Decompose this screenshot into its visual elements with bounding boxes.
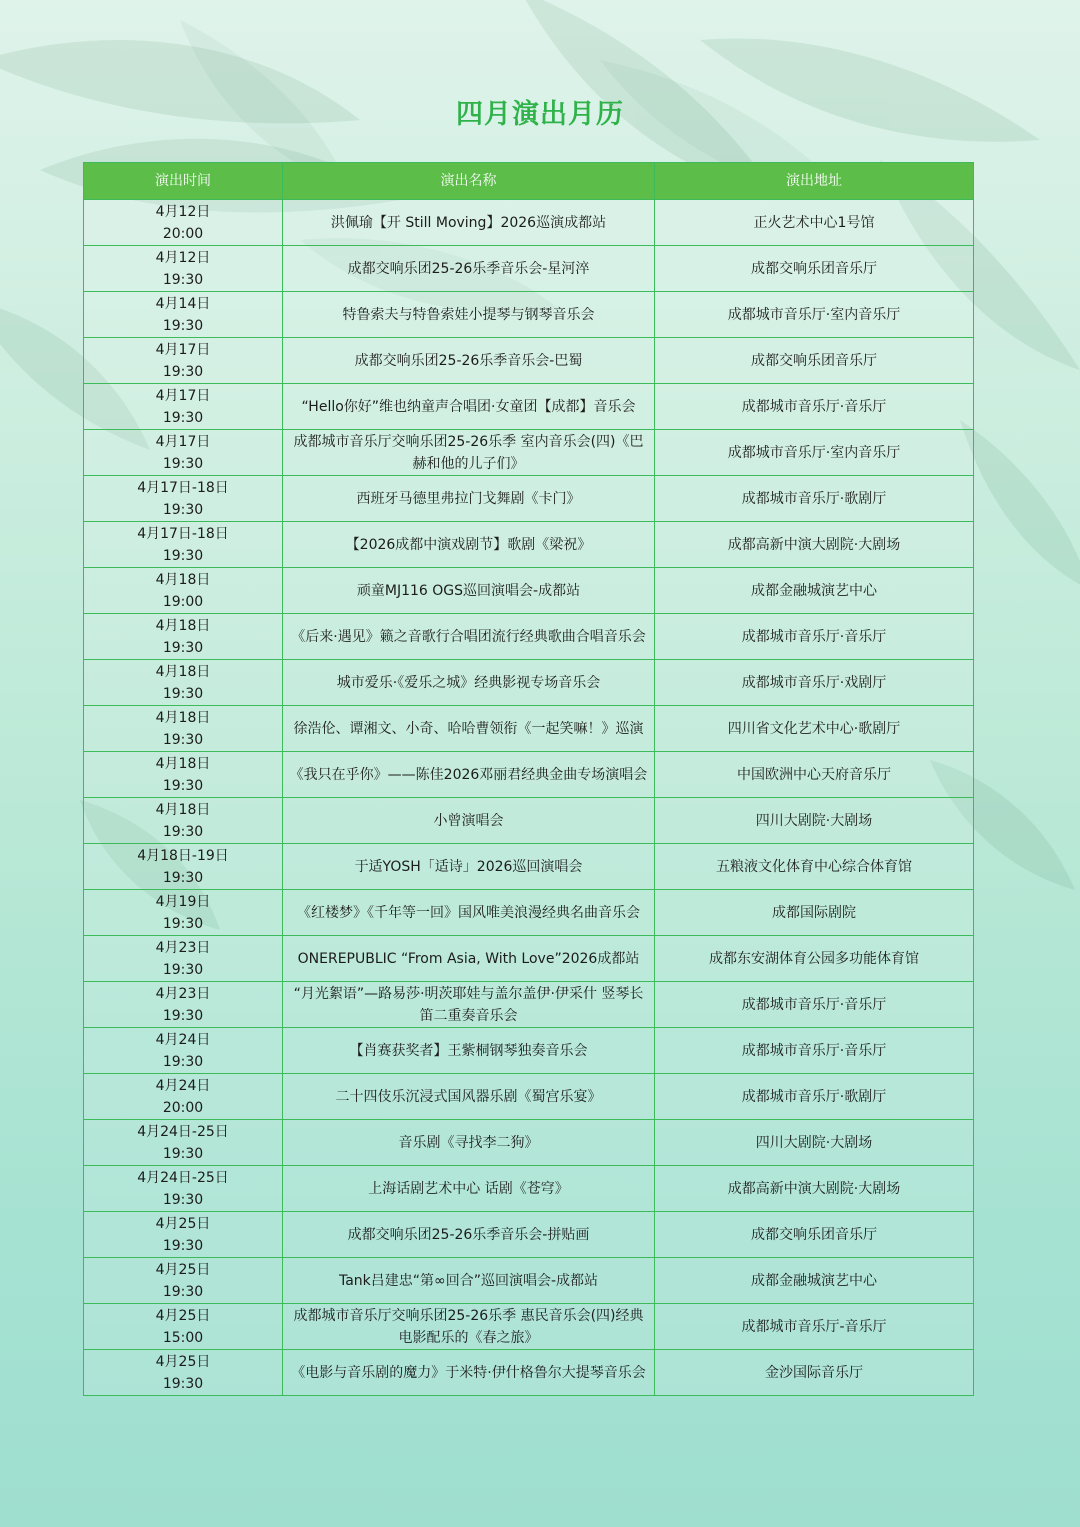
- date-text: 4月18日: [155, 802, 211, 818]
- venue-cell: 成都城市音乐厅·歌剧厅: [655, 1074, 974, 1120]
- date-text: 4月18日: [155, 756, 211, 772]
- time-cell: [84, 522, 283, 568]
- time-cell: [84, 338, 283, 384]
- table-row: [84, 338, 974, 384]
- date-text: 4月18日: [155, 572, 211, 588]
- time-cell: [84, 292, 283, 338]
- table-row: [84, 936, 974, 982]
- performance-schedule-table: [83, 162, 974, 1396]
- name-cell: 成都城市音乐厅交响乐团25-26乐季 室内音乐会(四)《巴赫和他的儿子们》: [283, 430, 655, 476]
- time-cell: [84, 1074, 283, 1120]
- name-cell: 《电影与音乐剧的魔力》于米特·伊什格鲁尔大提琴音乐会: [283, 1350, 655, 1396]
- name-cell: 上海话剧艺术中心 话剧《苍穹》: [283, 1166, 655, 1212]
- table-row: [84, 430, 974, 476]
- hour-text: 19:30: [162, 1146, 204, 1162]
- hour-text: 19:30: [162, 502, 204, 518]
- time-cell: [84, 1350, 283, 1396]
- date-text: 4月24日-25日: [137, 1170, 229, 1186]
- venue-cell: 成都高新中演大剧院·大剧场: [655, 522, 974, 568]
- name-cell: “月光絮语”—路易莎·明茨耶娃与盖尔盖伊·伊采什 竖琴长笛二重奏音乐会: [283, 982, 655, 1028]
- hour-text: 19:30: [162, 732, 204, 748]
- table-row: [84, 1074, 974, 1120]
- time-cell: [84, 200, 283, 246]
- table-row: [84, 522, 974, 568]
- date-text: 4月24日: [155, 1078, 211, 1094]
- time-cell: [84, 476, 283, 522]
- name-cell: 音乐剧《寻找李二狗》: [283, 1120, 655, 1166]
- name-cell: 徐浩伦、谭湘文、小奇、哈哈曹领衔《一起笑嘛！》巡演: [283, 706, 655, 752]
- venue-cell: 成都交响乐团音乐厅: [655, 338, 974, 384]
- table-row: [84, 798, 974, 844]
- venue-cell: 成都交响乐团音乐厅: [655, 246, 974, 292]
- name-cell: 顽童MJ116 OGS巡回演唱会-成都站: [283, 568, 655, 614]
- date-text: 4月25日: [155, 1354, 211, 1370]
- time-cell: [84, 798, 283, 844]
- date-text: 4月14日: [155, 296, 211, 312]
- name-cell: 二十四伎乐沉浸式国风器乐剧《蜀宫乐宴》: [283, 1074, 655, 1120]
- time-cell: [84, 1304, 283, 1350]
- date-text: 4月17日: [155, 434, 211, 450]
- name-cell: 《红楼梦》《千年等一回》国风唯美浪漫经典名曲音乐会: [283, 890, 655, 936]
- table-row: [84, 1258, 974, 1304]
- venue-cell: 金沙国际音乐厅: [655, 1350, 974, 1396]
- table-row: [84, 752, 974, 798]
- table-row: [84, 1028, 974, 1074]
- table-header-row: [84, 163, 974, 200]
- date-text: 4月12日: [155, 204, 211, 220]
- venue-cell: 成都城市音乐厅·音乐厅: [655, 614, 974, 660]
- name-cell: 成都交响乐团25-26乐季音乐会-星河淬: [283, 246, 655, 292]
- hour-text: 19:30: [162, 686, 204, 702]
- venue-cell: 成都城市音乐厅·室内音乐厅: [655, 292, 974, 338]
- venue-cell: 四川省文化艺术中心·歌剧厅: [655, 706, 974, 752]
- hour-text: 19:30: [162, 1376, 204, 1392]
- date-text: 4月17日-18日: [137, 526, 229, 542]
- table-row: [84, 982, 974, 1028]
- name-cell: 成都交响乐团25-26乐季音乐会-巴蜀: [283, 338, 655, 384]
- hour-text: 19:30: [162, 1238, 204, 1254]
- venue-cell: 成都城市音乐厅·音乐厅: [655, 1028, 974, 1074]
- hour-text: 20:00: [162, 226, 204, 242]
- name-cell: Tank吕建忠“第∞回合”巡回演唱会-成都站: [283, 1258, 655, 1304]
- hour-text: 19:30: [162, 916, 204, 932]
- date-text: 4月18日: [155, 664, 211, 680]
- time-cell: [84, 752, 283, 798]
- venue-cell: 中国欧洲中心天府音乐厅: [655, 752, 974, 798]
- hour-text: 19:30: [162, 640, 204, 656]
- table-row: [84, 292, 974, 338]
- table-row: [84, 890, 974, 936]
- table-row: [84, 476, 974, 522]
- header-venue: 演出地址: [655, 163, 974, 200]
- table-row: [84, 706, 974, 752]
- venue-cell: 成都城市音乐厅·音乐厅: [655, 384, 974, 430]
- venue-cell: 成都城市音乐厅·歌剧厅: [655, 476, 974, 522]
- venue-cell: 成都城市音乐厅·室内音乐厅: [655, 430, 974, 476]
- time-cell: [84, 1028, 283, 1074]
- venue-cell: 成都城市音乐厅-音乐厅: [655, 1304, 974, 1350]
- date-text: 4月25日: [155, 1262, 211, 1278]
- table-row: [84, 844, 974, 890]
- table-row: [84, 568, 974, 614]
- venue-cell: 成都交响乐团音乐厅: [655, 1212, 974, 1258]
- hour-text: 19:30: [162, 318, 204, 334]
- name-cell: 西班牙马德里弗拉门戈舞剧《卡门》: [283, 476, 655, 522]
- hour-text: 19:30: [162, 1192, 204, 1208]
- hour-text: 19:30: [162, 870, 204, 886]
- date-text: 4月17日-18日: [137, 480, 229, 496]
- time-cell: [84, 1258, 283, 1304]
- date-text: 4月18日-19日: [137, 848, 229, 864]
- hour-text: 20:00: [162, 1100, 204, 1116]
- time-cell: [84, 614, 283, 660]
- date-text: 4月17日: [155, 342, 211, 358]
- hour-text: 19:30: [162, 272, 204, 288]
- table-row: [84, 614, 974, 660]
- hour-text: 19:30: [162, 410, 204, 426]
- date-text: 4月24日: [155, 1032, 211, 1048]
- hour-text: 19:30: [162, 962, 204, 978]
- venue-cell: 成都城市音乐厅·音乐厅: [655, 982, 974, 1028]
- date-text: 4月18日: [155, 710, 211, 726]
- name-cell: 城市爱乐·《爱乐之城》经典影视专场音乐会: [283, 660, 655, 706]
- hour-text: 19:00: [162, 594, 204, 610]
- time-cell: [84, 1212, 283, 1258]
- time-cell: [84, 706, 283, 752]
- time-cell: [84, 982, 283, 1028]
- time-cell: [84, 1120, 283, 1166]
- table-row: [84, 1166, 974, 1212]
- time-cell: [84, 430, 283, 476]
- date-text: 4月12日: [155, 250, 211, 266]
- time-cell: [84, 844, 283, 890]
- venue-cell: 成都高新中演大剧院·大剧场: [655, 1166, 974, 1212]
- name-cell: “Hello你好”维也纳童声合唱团·女童团【成都】音乐会: [283, 384, 655, 430]
- venue-cell: 成都城市音乐厅·戏剧厅: [655, 660, 974, 706]
- time-cell: [84, 568, 283, 614]
- hour-text: 15:00: [162, 1330, 204, 1346]
- time-cell: [84, 936, 283, 982]
- table-row: [84, 660, 974, 706]
- name-cell: 【2026成都中演戏剧节】歌剧《梁祝》: [283, 522, 655, 568]
- name-cell: ONEREPUBLIC “From Asia, With Love”2026成都站: [283, 936, 655, 982]
- name-cell: 于适YOSH「适诗」2026巡回演唱会: [283, 844, 655, 890]
- hour-text: 19:30: [162, 364, 204, 380]
- table-row: [84, 1304, 974, 1350]
- venue-cell: 正火艺术中心1号馆: [655, 200, 974, 246]
- venue-cell: 四川大剧院·大剧场: [655, 798, 974, 844]
- name-cell: 《我只在乎你》——陈佳2026邓丽君经典金曲专场演唱会: [283, 752, 655, 798]
- table-row: [84, 1350, 974, 1396]
- venue-cell: 四川大剧院·大剧场: [655, 1120, 974, 1166]
- date-text: 4月25日: [155, 1216, 211, 1232]
- date-text: 4月25日: [155, 1308, 211, 1324]
- name-cell: 《后来·遇见》籁之音歌行合唱团流行经典歌曲合唱音乐会: [283, 614, 655, 660]
- name-cell: 成都交响乐团25-26乐季音乐会-拼贴画: [283, 1212, 655, 1258]
- venue-cell: 成都金融城演艺中心: [655, 1258, 974, 1304]
- date-text: 4月17日: [155, 388, 211, 404]
- hour-text: 19:30: [162, 456, 204, 472]
- header-name: 演出名称: [283, 163, 655, 200]
- table-row: [84, 246, 974, 292]
- name-cell: 小曾演唱会: [283, 798, 655, 844]
- date-text: 4月24日-25日: [137, 1124, 229, 1140]
- name-cell: 洪佩瑜【开 Still Moving】2026巡演成都站: [283, 200, 655, 246]
- hour-text: 19:30: [162, 548, 204, 564]
- header-time: 演出时间: [84, 163, 283, 200]
- page-title: 四月演出月历: [456, 99, 624, 130]
- time-cell: [84, 1166, 283, 1212]
- hour-text: 19:30: [162, 1008, 204, 1024]
- hour-text: 19:30: [162, 778, 204, 794]
- table-row: [84, 384, 974, 430]
- hour-text: 19:30: [162, 824, 204, 840]
- time-cell: [84, 384, 283, 430]
- name-cell: 【肖赛获奖者】王紫桐钢琴独奏音乐会: [283, 1028, 655, 1074]
- venue-cell: 五粮液文化体育中心综合体育馆: [655, 844, 974, 890]
- time-cell: [84, 246, 283, 292]
- date-text: 4月23日: [155, 940, 211, 956]
- table-row: [84, 1120, 974, 1166]
- date-text: 4月23日: [155, 986, 211, 1002]
- time-cell: [84, 660, 283, 706]
- venue-cell: 成都东安湖体育公园多功能体育馆: [655, 936, 974, 982]
- date-text: 4月18日: [155, 618, 211, 634]
- name-cell: 特鲁索夫与特鲁索娃小提琴与钢琴音乐会: [283, 292, 655, 338]
- name-cell: 成都城市音乐厅交响乐团25-26乐季 惠民音乐会(四)经典电影配乐的《春之旅》: [283, 1304, 655, 1350]
- date-text: 4月19日: [155, 894, 211, 910]
- venue-cell: 成都国际剧院: [655, 890, 974, 936]
- time-cell: [84, 890, 283, 936]
- table-row: [84, 1212, 974, 1258]
- table-row: [84, 200, 974, 246]
- hour-text: 19:30: [162, 1284, 204, 1300]
- hour-text: 19:30: [162, 1054, 204, 1070]
- venue-cell: 成都金融城演艺中心: [655, 568, 974, 614]
